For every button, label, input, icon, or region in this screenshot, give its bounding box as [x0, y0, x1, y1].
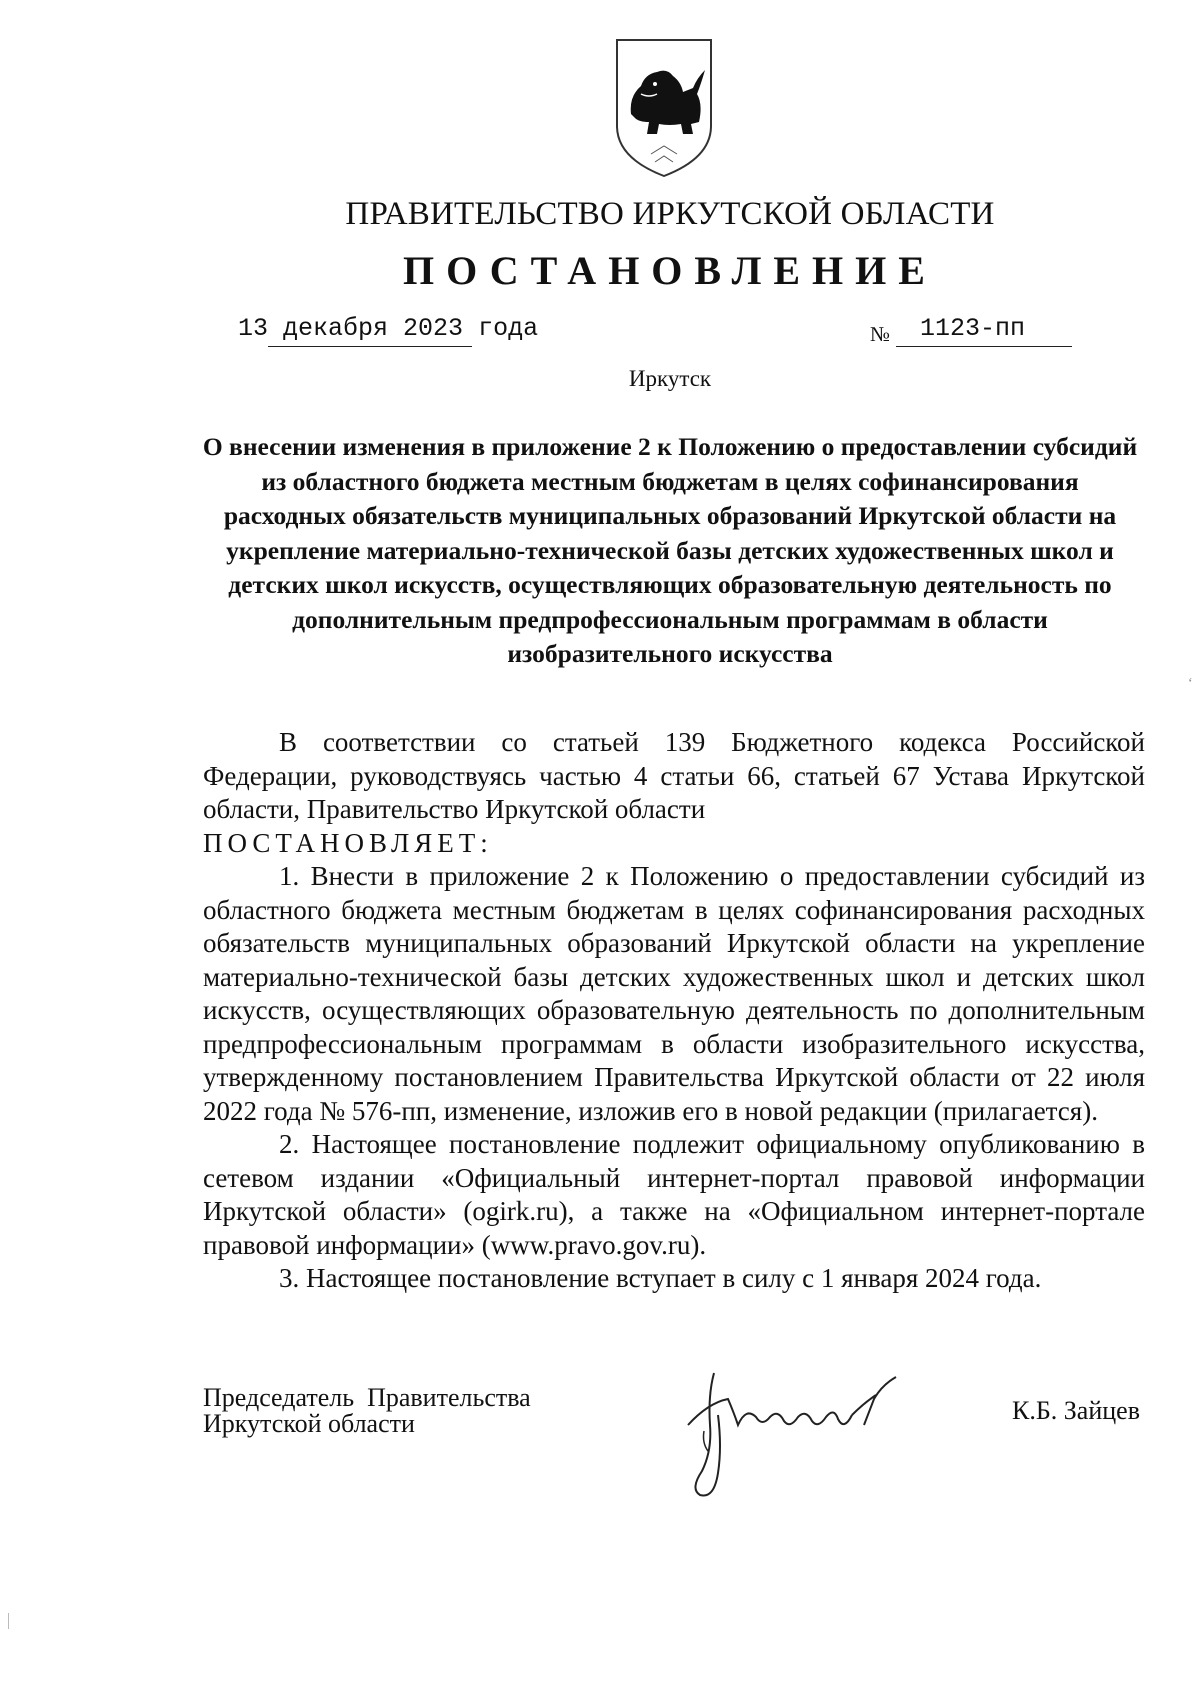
document-subject: О внесении изменения в приложение 2 к Положению о предоставлении субсидий из областного бюджета местным бюджетам в целях софинансирования расходных обязательств муниципальных образований Иркутской области на укрепление материально-технической базы детских художественных школ и детских школ искусств, осуществляющих образовательную деятельность по дополнительным предпрофессиональным программам в области изобразительного искусства — [202, 432, 1138, 668]
item-paragraph-2: 2. Настоящее постановление подлежит официальному опубликованию в сетевом издании «Официальный интернет-портал правовой информации Иркутской области» (ogirk.ru), а также на «Официальном интернет-портале правовой информации» (www.pravo.gov.ru). — [203, 1129, 1145, 1260]
preamble-paragraph: В соответствии со статьей 139 Бюджетного кодекса Российской Федерации, руководствуясь частью 4 статьи 66, статьей 67 Устава Иркутской области, Правительство Иркутской области — [203, 727, 1145, 824]
city-name: Иркутск — [628, 366, 712, 391]
signer-position — [203, 1385, 531, 1437]
resolves-heading: ПОСТАНОВЛЯЕТ: — [203, 827, 493, 858]
date-day: 13 — [238, 314, 269, 343]
signer-position-line1: Председатель Правительства — [203, 1383, 531, 1412]
item-paragraph-1: 1. Внести в приложение 2 к Положению о предоставлении субсидий из областного бюджета местным бюджетам в целях софинансирования расходных обязательств муниципальных образований Иркутской области на укрепление материально-технической базы детских художественных школ и детских школ искусств, осуществляющих образовательную деятельность по дополнительным предпрофессиональным программам в области изобразительного искусства, утвержденному постановлением Правительства Иркутской области от 22 июля 2022 года № 576-пп, изменение, изложив его в новой редакции (прилагается). — [203, 861, 1145, 1126]
number-sign: № — [870, 322, 891, 346]
signer-name: К.Б. Зайцев — [1012, 1396, 1140, 1425]
government-title: ПРАВИТЕЛЬСТВО ИРКУТСКОЙ ОБЛАСТИ — [345, 196, 995, 232]
scan-mark: ʻ — [1188, 676, 1193, 691]
document-body — [203, 726, 1145, 1296]
number-underline — [896, 346, 1072, 347]
document-type-title: ПОСТАНОВЛЕНИЕ — [403, 248, 937, 293]
scan-mark-left — [8, 1613, 9, 1629]
signer-position-line2: Иркутской области — [203, 1409, 415, 1438]
date-suffix: года — [478, 314, 539, 343]
item-paragraph-3: 3. Настоящее постановление вступает в силу с 1 января 2024 года. — [279, 1263, 1042, 1293]
date-month-year: декабря 2023 — [283, 314, 464, 343]
date-underline — [268, 346, 472, 347]
document-number: 1123-пп — [920, 314, 1026, 343]
irkutsk-coat-of-arms-icon — [611, 34, 717, 180]
handwritten-signature — [668, 1355, 928, 1505]
document-date — [238, 314, 538, 343]
